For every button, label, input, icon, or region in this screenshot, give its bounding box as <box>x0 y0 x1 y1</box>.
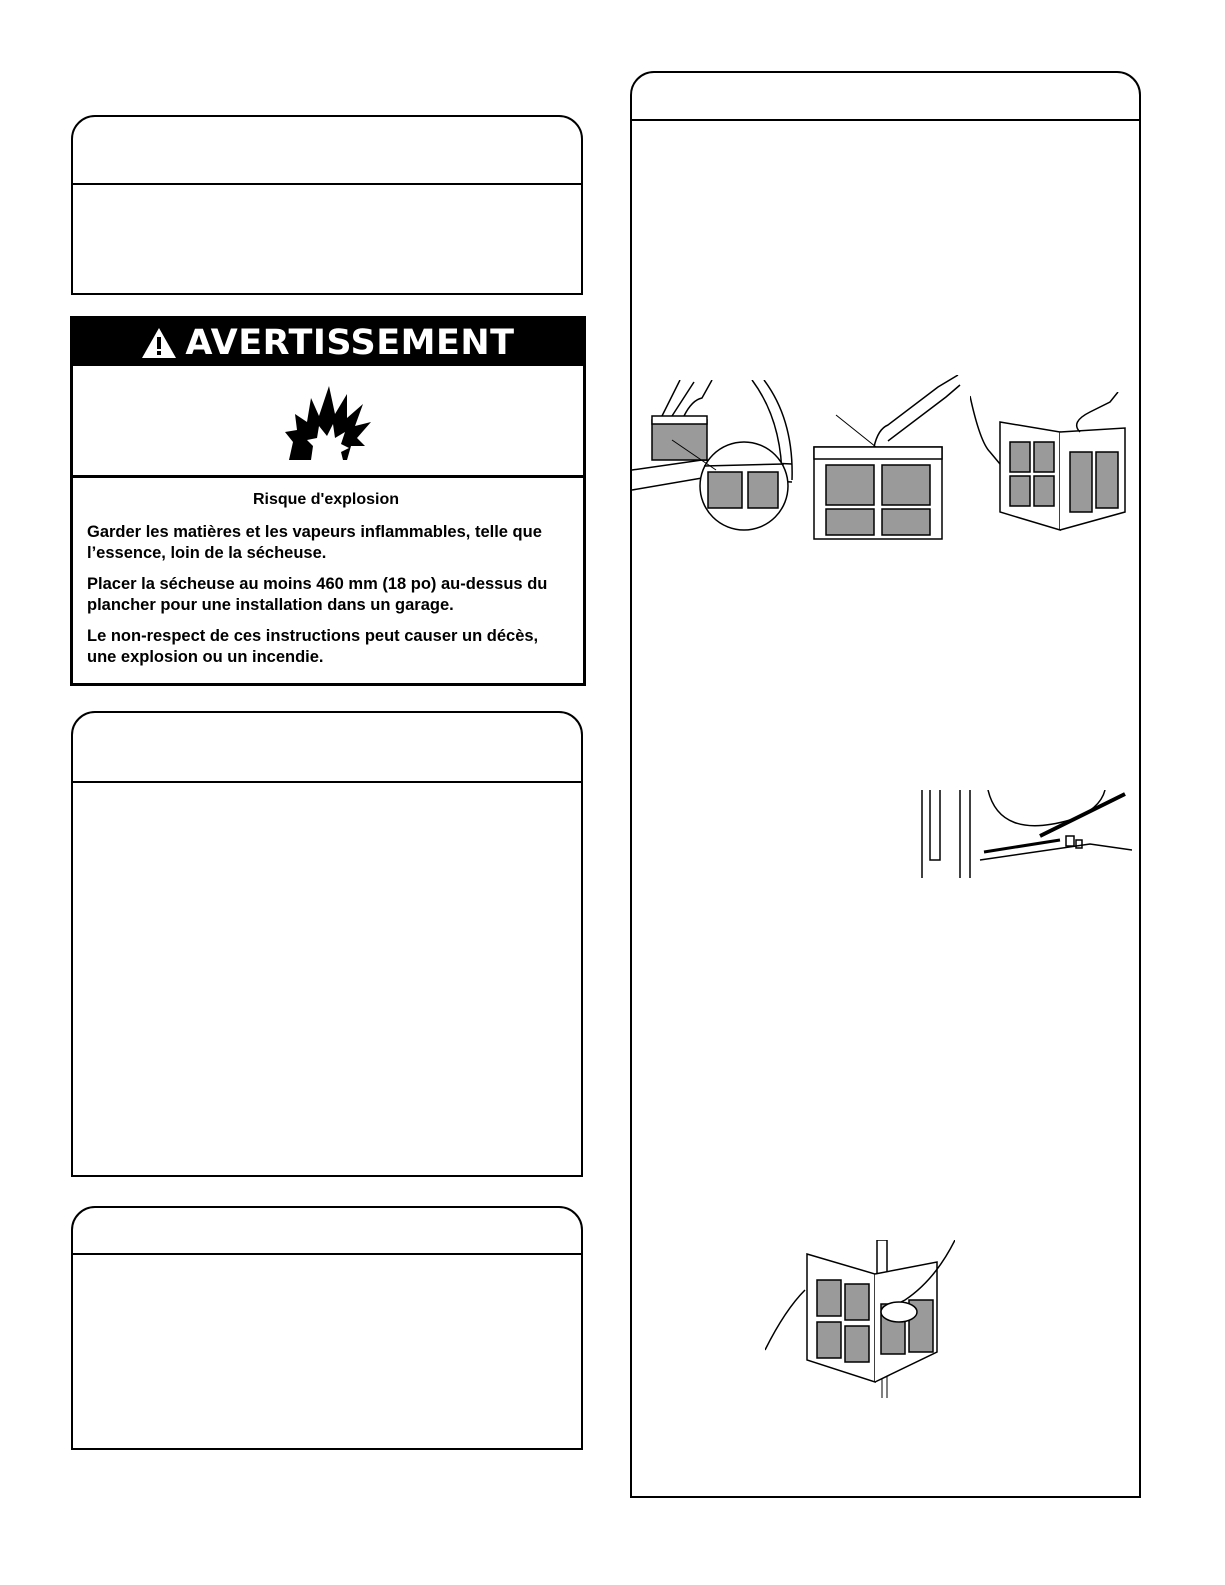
lint-screen-removal-illustration <box>632 380 797 538</box>
warning-content <box>73 478 583 678</box>
lint-screen-box-header <box>632 73 1139 121</box>
vacuum-housing-illustration <box>920 790 1132 880</box>
warning-paragraph-2: Placer la sécheuse au moins 460 mm (18 po) au-dessus du plancher pour une installation dans un garage. <box>87 575 548 614</box>
info-box-bottom <box>71 1206 583 1450</box>
warning-symbol-area <box>73 366 583 478</box>
warning-header <box>73 319 583 366</box>
warning-paragraph-3: Le non-respect de ces instructions peut causer un décès, une explosion ou un incendie. <box>87 627 539 666</box>
info-box-bottom-header <box>73 1208 581 1255</box>
warning-paragraph-1: Garder les matières et les vapeurs inflammables, telle que l’essence, loin de la sécheuse. <box>87 523 542 562</box>
info-box-top-header <box>73 117 581 185</box>
warning-panel <box>70 316 586 686</box>
lint-screen-pull-up-illustration <box>808 375 963 540</box>
info-box-top <box>71 115 583 295</box>
info-box-middle-header <box>73 713 581 783</box>
warning-risk-title: Risque d'explosion <box>252 491 400 508</box>
alert-triangle-icon <box>141 327 177 359</box>
warning-title: AVERTISSEMENT <box>185 322 515 363</box>
info-box-middle <box>71 711 583 1177</box>
explosion-icon <box>285 380 371 460</box>
lint-screen-open-illustration <box>970 392 1132 532</box>
lint-screen-washing-illustration <box>765 1240 955 1398</box>
